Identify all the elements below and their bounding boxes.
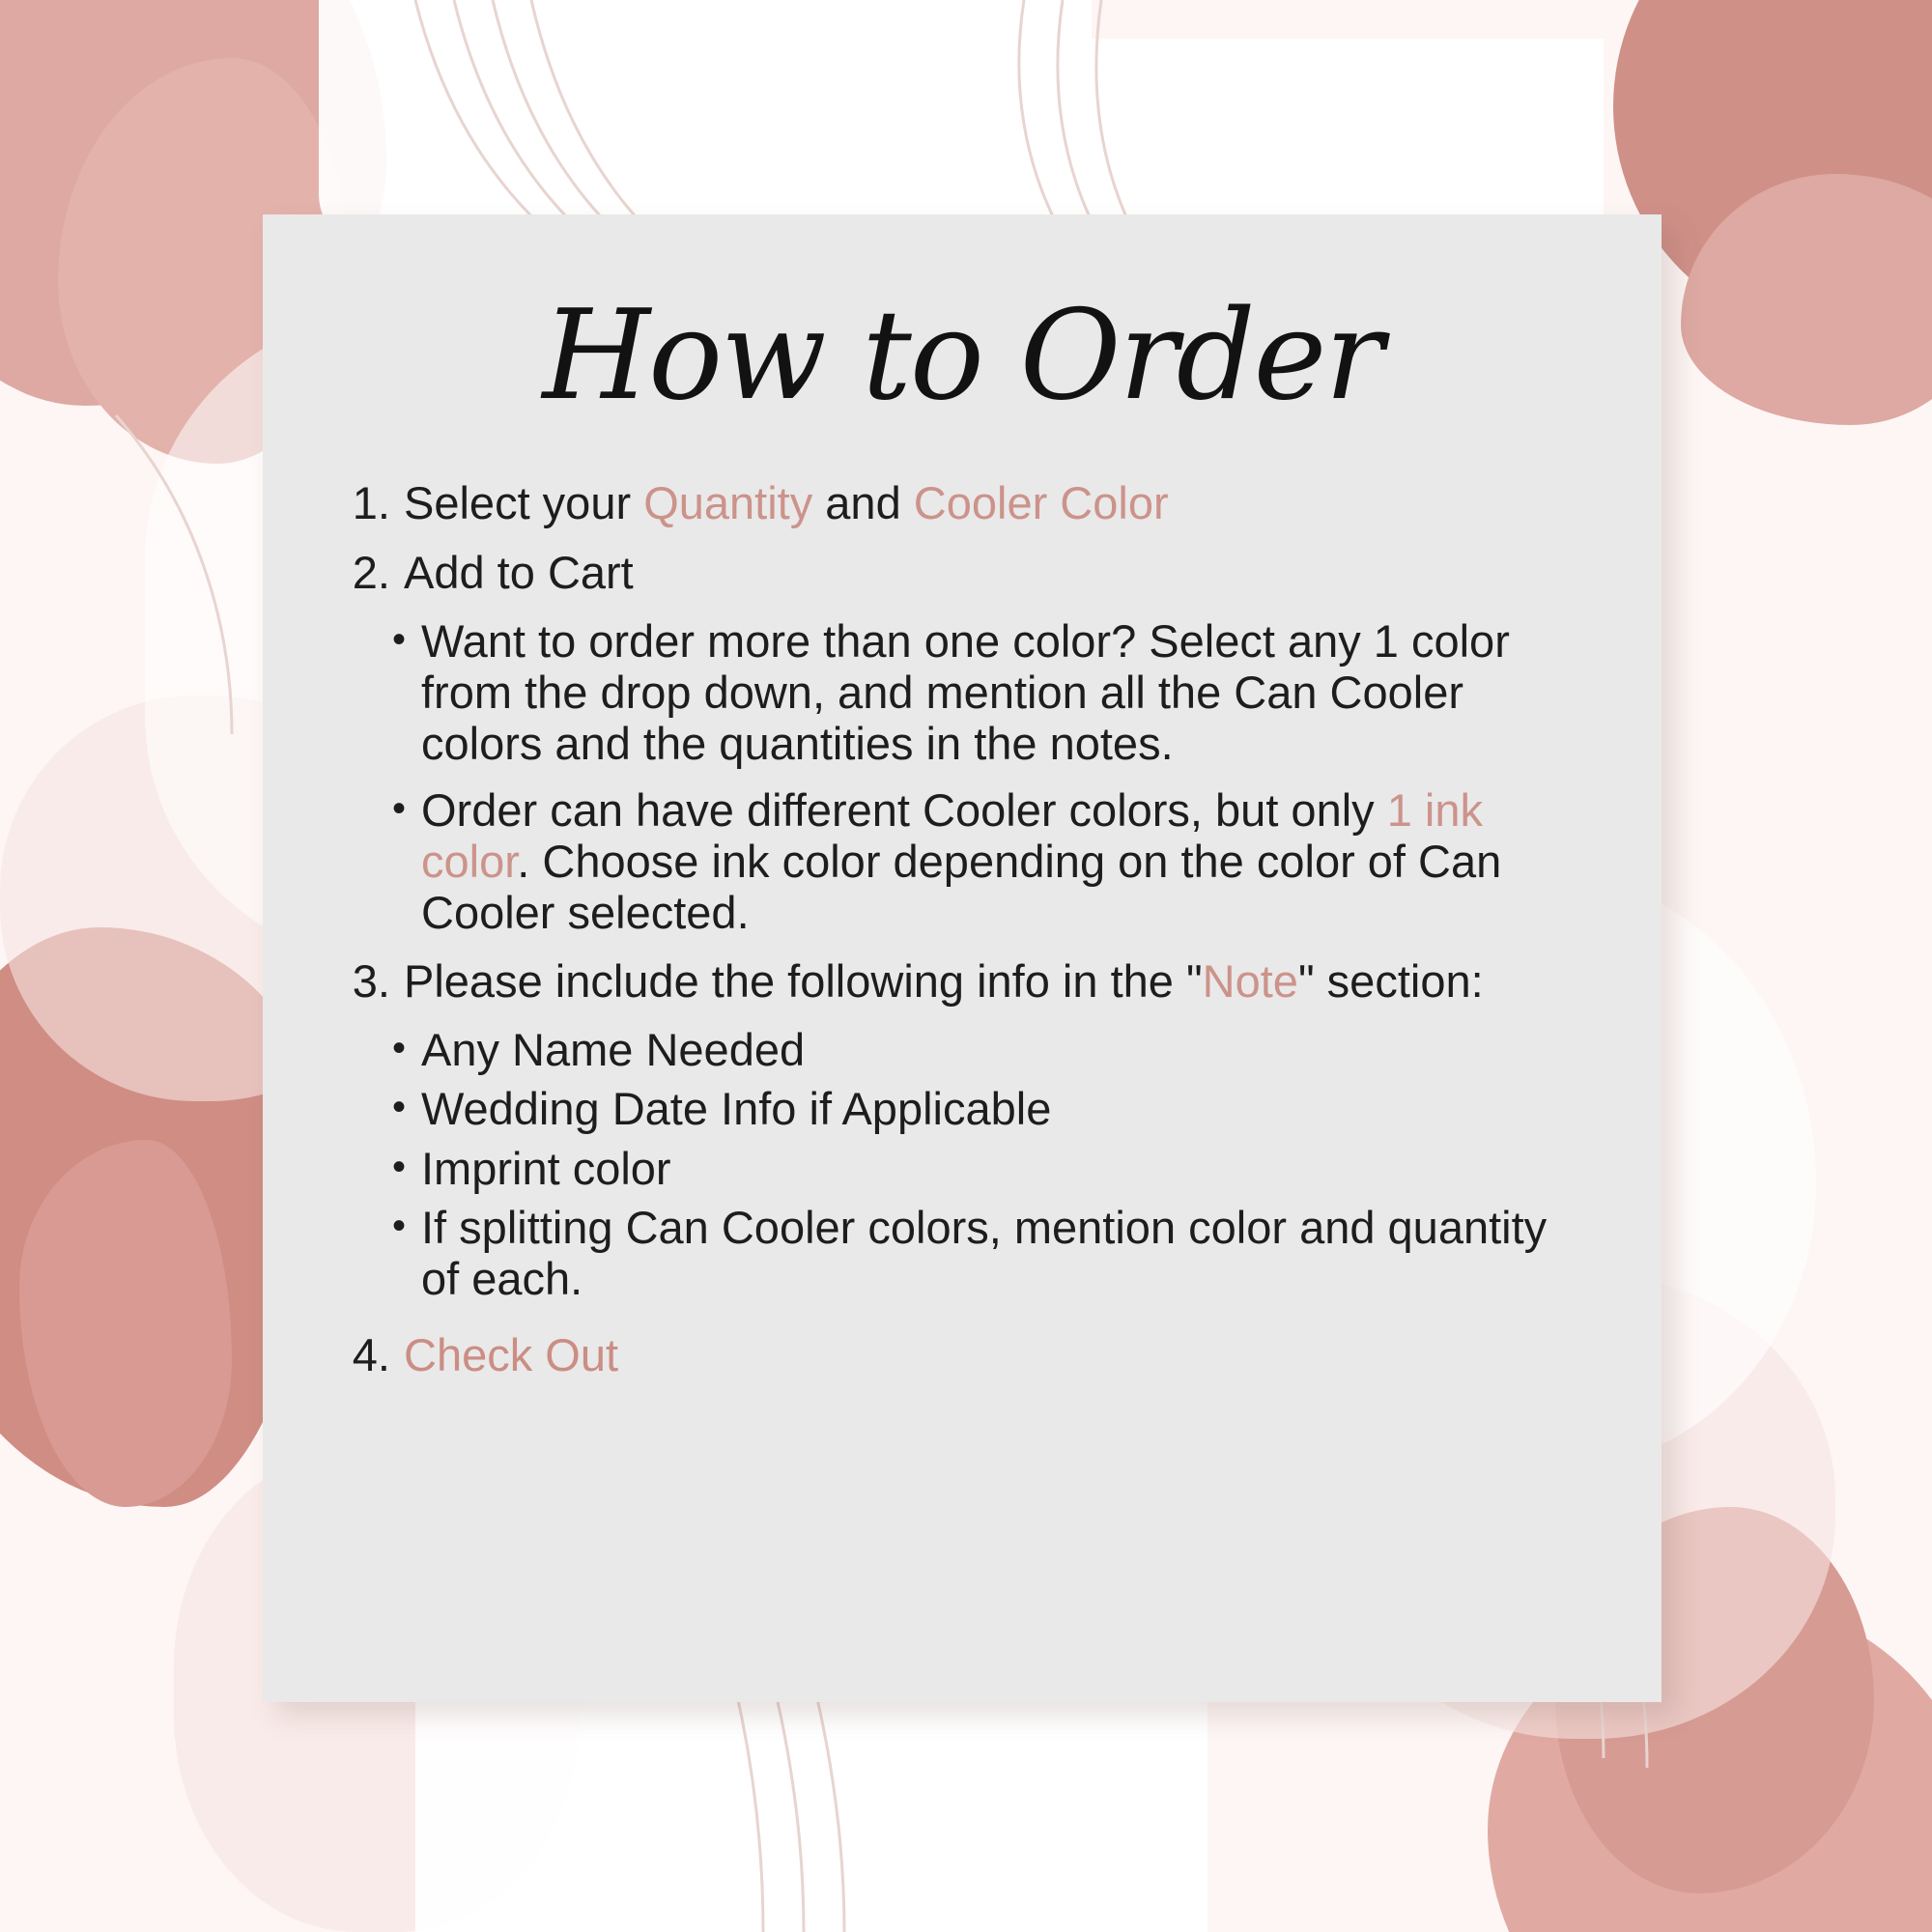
step-1: [340, 477, 1592, 528]
step-1-seg-2: and: [812, 477, 914, 529]
step-3-bullet-4-text: If splitting Can Cooler colors, mention color and quantity of each.: [421, 1201, 1548, 1304]
step-3-text: [404, 955, 1592, 1007]
step-2-text: Add to Cart: [404, 546, 634, 598]
step-4-text: Check Out: [404, 1328, 619, 1380]
page-title: How to Order: [542, 284, 1382, 428]
step-2-bullet-2-text: [421, 784, 1592, 938]
step-4: [340, 1329, 1592, 1380]
list-item: [369, 615, 1592, 769]
step-3-seg-2: " section:: [1297, 955, 1484, 1008]
step-3-number: 3.: [352, 955, 390, 1008]
step-1-seg-1: Quantity: [643, 477, 813, 529]
step-3: [340, 955, 1592, 1007]
list-item: [369, 1143, 1592, 1194]
step-3-bullets: [340, 1024, 1592, 1304]
step-2-bullet-2-seg-2: . Choose ink color depending on the color of Can Cooler selected.: [421, 836, 1502, 939]
step-3-bullet-1-text: Any Name Needed: [421, 1024, 806, 1076]
bullet-dot-icon: •: [392, 1027, 407, 1070]
bullet-dot-icon: •: [392, 786, 407, 830]
list-item: [369, 1202, 1592, 1304]
bullet-dot-icon: •: [392, 1086, 407, 1129]
step-3-seg-0: Please include the following info in the ": [404, 955, 1203, 1008]
step-1-number: 1.: [352, 477, 390, 529]
list-item: [369, 1024, 1592, 1075]
step-4-number: 4.: [352, 1328, 390, 1380]
step-2-bullets: [340, 615, 1592, 939]
step-1-text: [404, 477, 1592, 528]
step-2-bullet-2-seg-1: 1 ink color: [421, 783, 1483, 888]
step-3-bullet-2-text: Wedding Date Info if Applicable: [421, 1083, 1052, 1135]
step-3-bullet-3-text: Imprint color: [421, 1142, 671, 1194]
list-item: [369, 784, 1592, 938]
step-1-seg-3: Cooler Color: [913, 477, 1169, 529]
step-2-bullet-2-seg-0: Order can have different Cooler colors, but only: [421, 783, 1387, 836]
step-1-seg-0: Select your: [404, 477, 644, 529]
how-to-order-card: [263, 214, 1662, 1702]
list-item: [369, 1083, 1592, 1134]
step-2: [340, 547, 1592, 598]
bullet-dot-icon: •: [392, 1145, 407, 1188]
bullet-dot-icon: •: [392, 1204, 407, 1247]
step-3-seg-1: Note: [1202, 955, 1298, 1008]
step-2-number: 2.: [352, 546, 390, 598]
step-2-bullet-1-text: Want to order more than one color? Select any 1 color from the drop down, and mention all the Can Cooler colors and the quantities in the notes.: [421, 614, 1510, 769]
bullet-dot-icon: •: [392, 617, 407, 661]
instructions-body: [332, 477, 1592, 1380]
